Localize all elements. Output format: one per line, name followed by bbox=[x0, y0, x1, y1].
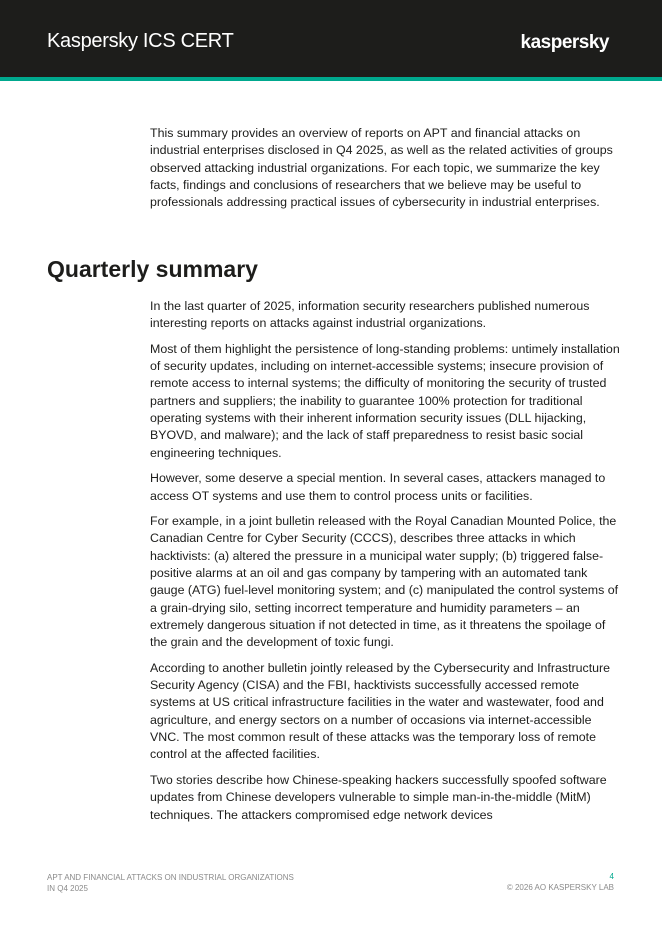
body-paragraph: Most of them highlight the persistence of long-standing problems: untimely installation of security updates, including on internet-accessible systems; insecure provision of remote access to internal systems; the difficulty of monitoring the security of trusted partners and suppliers; the inability to guarantee 100% protection for traditional operating systems with their inherent information security issues (DLL hijacking, BYOVD, and malware); and the lack of staff preparedness to resist basic social engineering techniques. bbox=[150, 341, 620, 460]
body-paragraph: Two stories describe how Chinese-speaking hackers successfully spoofed software updates from Chinese developers vulnerable to simple man-in-the-middle (MitM) techniques. The attackers compromised edge network devices bbox=[150, 772, 607, 822]
body-paragraph: According to another bulletin jointly released by the Cybersecurity and Infrastructure Security Agency (CISA) and the FBI, hacktivists successfully accessed remote systems at US critical infrastructure facilities in the water and wastewater, food and agriculture, and energy sectors on a number of occasions via internet-accessible VNC. The most common result of these attacks was the temporary loss of remote control at the affected facilities. bbox=[150, 660, 611, 762]
section-body bbox=[150, 298, 620, 832]
copyright: © 2026 AO KASPERSKY LAB bbox=[506, 883, 614, 892]
header-accent-stripe bbox=[0, 77, 662, 81]
page-header bbox=[0, 0, 662, 77]
body-paragraph: For example, in a joint bulletin released with the Royal Canadian Mounted Police, the Canadian Centre for Cyber Security (CCCS), describes three attacks in which hacktivists: (a) altered the pressure in a municipal water supply; (b) triggered false-positive alarms at an oil and gas company by tampering with an automated tank gauge (ATG) fuel-level monitoring system; and (c) manipulated the control systems of a grain-drying silo, setting incorrect temperature and humidity parameters – an extremely dangerous situation if not detected in time, as it threatens the spoilage of the grain and the development of toxic fungi. bbox=[150, 514, 619, 650]
page-number: 4 bbox=[609, 872, 614, 881]
brand-title: Kaspersky ICS CERT bbox=[47, 30, 234, 52]
section-title: Quarterly summary bbox=[47, 256, 258, 282]
footer-doc-title-line1: APT AND FINANCIAL ATTACKS ON INDUSTRIAL ORGANIZATIONS bbox=[47, 873, 294, 882]
intro-paragraph: This summary provides an overview of reports on APT and financial attacks on industrial enterprises disclosed in Q4 2025, as well as the related activities of groups observed attacking industrial organizations. For each topic, we summarize the key facts, findings and conclusions of researchers that we believe may be useful to professionals addressing practical issues of cybersecurity in industrial enterprises. bbox=[150, 126, 613, 210]
body-paragraph: However, some deserve a special mention. In several cases, attackers managed to access OT systems and use them to control process units or facilities. bbox=[150, 471, 606, 503]
footer-doc-title-line2: IN Q4 2025 bbox=[47, 884, 88, 893]
kaspersky-logo: kaspersky bbox=[520, 32, 609, 53]
footer-doc-title bbox=[47, 872, 327, 894]
body-paragraph: In the last quarter of 2025, information security researchers published numerous interesting reports on attacks against industrial organizations. bbox=[150, 299, 590, 331]
